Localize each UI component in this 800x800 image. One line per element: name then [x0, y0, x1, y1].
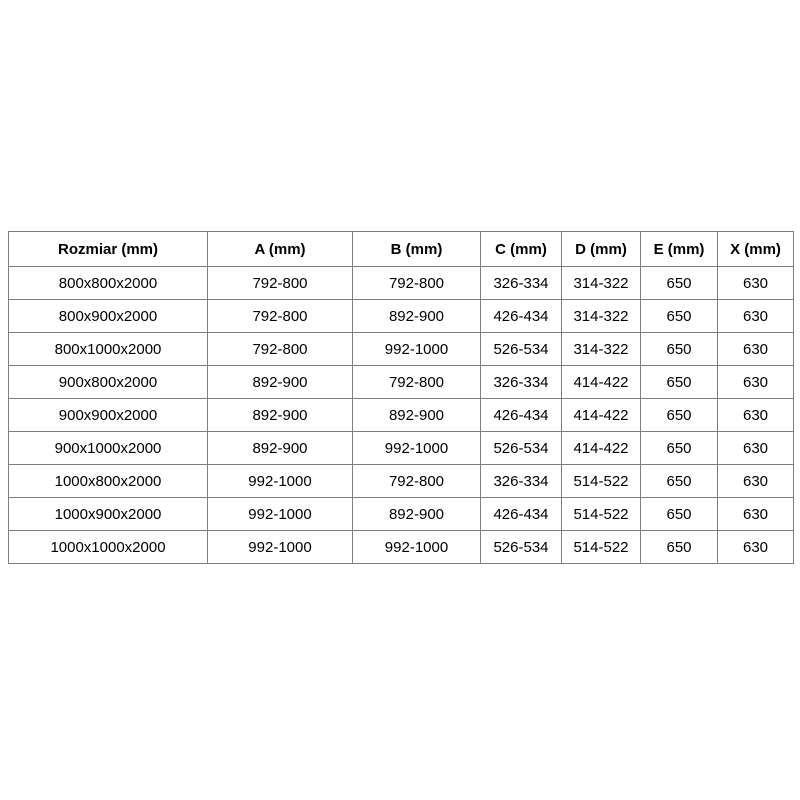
dimension-cell: 792-800: [353, 366, 481, 399]
dimension-cell: 650: [641, 333, 718, 366]
dimension-cell: 992-1000: [353, 333, 481, 366]
column-header: B (mm): [353, 232, 481, 267]
dimension-cell: 992-1000: [353, 432, 481, 465]
dimension-cell: 526-534: [481, 333, 562, 366]
size-cell: 800x1000x2000: [9, 333, 208, 366]
dimension-cell: 414-422: [562, 432, 641, 465]
column-header: Rozmiar (mm): [9, 232, 208, 267]
table-row: [9, 465, 794, 498]
dimension-cell: 792-800: [208, 300, 353, 333]
dimension-cell: 326-334: [481, 465, 562, 498]
dimension-cell: 792-800: [208, 333, 353, 366]
dimension-cell: 992-1000: [208, 531, 353, 564]
column-header: A (mm): [208, 232, 353, 267]
dimension-cell: 650: [641, 300, 718, 333]
size-cell: 1000x900x2000: [9, 498, 208, 531]
dimension-cell: 630: [718, 531, 794, 564]
dimension-cell: 792-800: [208, 267, 353, 300]
size-cell: 1000x1000x2000: [9, 531, 208, 564]
size-cell: 900x900x2000: [9, 399, 208, 432]
column-header: E (mm): [641, 232, 718, 267]
dimension-cell: 892-900: [208, 399, 353, 432]
dimension-cell: 526-534: [481, 531, 562, 564]
dimension-cell: 650: [641, 465, 718, 498]
table-row: [9, 333, 794, 366]
dimension-cell: 630: [718, 399, 794, 432]
dimension-cell: 992-1000: [353, 531, 481, 564]
dimension-cell: 630: [718, 498, 794, 531]
dimension-cell: 426-434: [481, 498, 562, 531]
dimension-cell: 630: [718, 366, 794, 399]
dimension-cell: 414-422: [562, 399, 641, 432]
dimension-cell: 650: [641, 399, 718, 432]
table-row: [9, 531, 794, 564]
table-row: [9, 432, 794, 465]
table-row: [9, 366, 794, 399]
table-body: [9, 267, 794, 564]
dimension-cell: 514-522: [562, 498, 641, 531]
table-row: [9, 399, 794, 432]
dimension-cell: 892-900: [353, 300, 481, 333]
dimension-cell: 326-334: [481, 366, 562, 399]
dimension-cell: 314-322: [562, 300, 641, 333]
dimension-cell: 426-434: [481, 399, 562, 432]
dimension-cell: 650: [641, 531, 718, 564]
dimension-cell: 650: [641, 432, 718, 465]
dimension-cell: 326-334: [481, 267, 562, 300]
dimension-cell: 892-900: [208, 366, 353, 399]
dimension-cell: 630: [718, 432, 794, 465]
header-row: [9, 232, 794, 267]
dimension-cell: 526-534: [481, 432, 562, 465]
dimension-cell: 892-900: [353, 399, 481, 432]
dimension-cell: 650: [641, 366, 718, 399]
dimension-cell: 514-522: [562, 465, 641, 498]
table-row: [9, 300, 794, 333]
dimension-cell: 892-900: [208, 432, 353, 465]
dimensions-table: [8, 231, 794, 564]
size-cell: 900x1000x2000: [9, 432, 208, 465]
dimension-cell: 314-322: [562, 333, 641, 366]
table-row: [9, 267, 794, 300]
column-header: C (mm): [481, 232, 562, 267]
dimension-cell: 314-322: [562, 267, 641, 300]
dimension-cell: 414-422: [562, 366, 641, 399]
dimension-cell: 792-800: [353, 267, 481, 300]
table-row: [9, 498, 794, 531]
dimension-cell: 792-800: [353, 465, 481, 498]
dimension-cell: 892-900: [353, 498, 481, 531]
column-header: D (mm): [562, 232, 641, 267]
dimension-cell: 630: [718, 333, 794, 366]
dimension-cell: 650: [641, 267, 718, 300]
size-cell: 1000x800x2000: [9, 465, 208, 498]
dimension-cell: 992-1000: [208, 498, 353, 531]
size-cell: 800x900x2000: [9, 300, 208, 333]
size-cell: 800x800x2000: [9, 267, 208, 300]
dimension-cell: 630: [718, 267, 794, 300]
dimension-cell: 992-1000: [208, 465, 353, 498]
dimension-cell: 426-434: [481, 300, 562, 333]
dimension-cell: 630: [718, 465, 794, 498]
dimension-cell: 630: [718, 300, 794, 333]
column-header: X (mm): [718, 232, 794, 267]
dimension-cell: 650: [641, 498, 718, 531]
dimension-cell: 514-522: [562, 531, 641, 564]
size-cell: 900x800x2000: [9, 366, 208, 399]
